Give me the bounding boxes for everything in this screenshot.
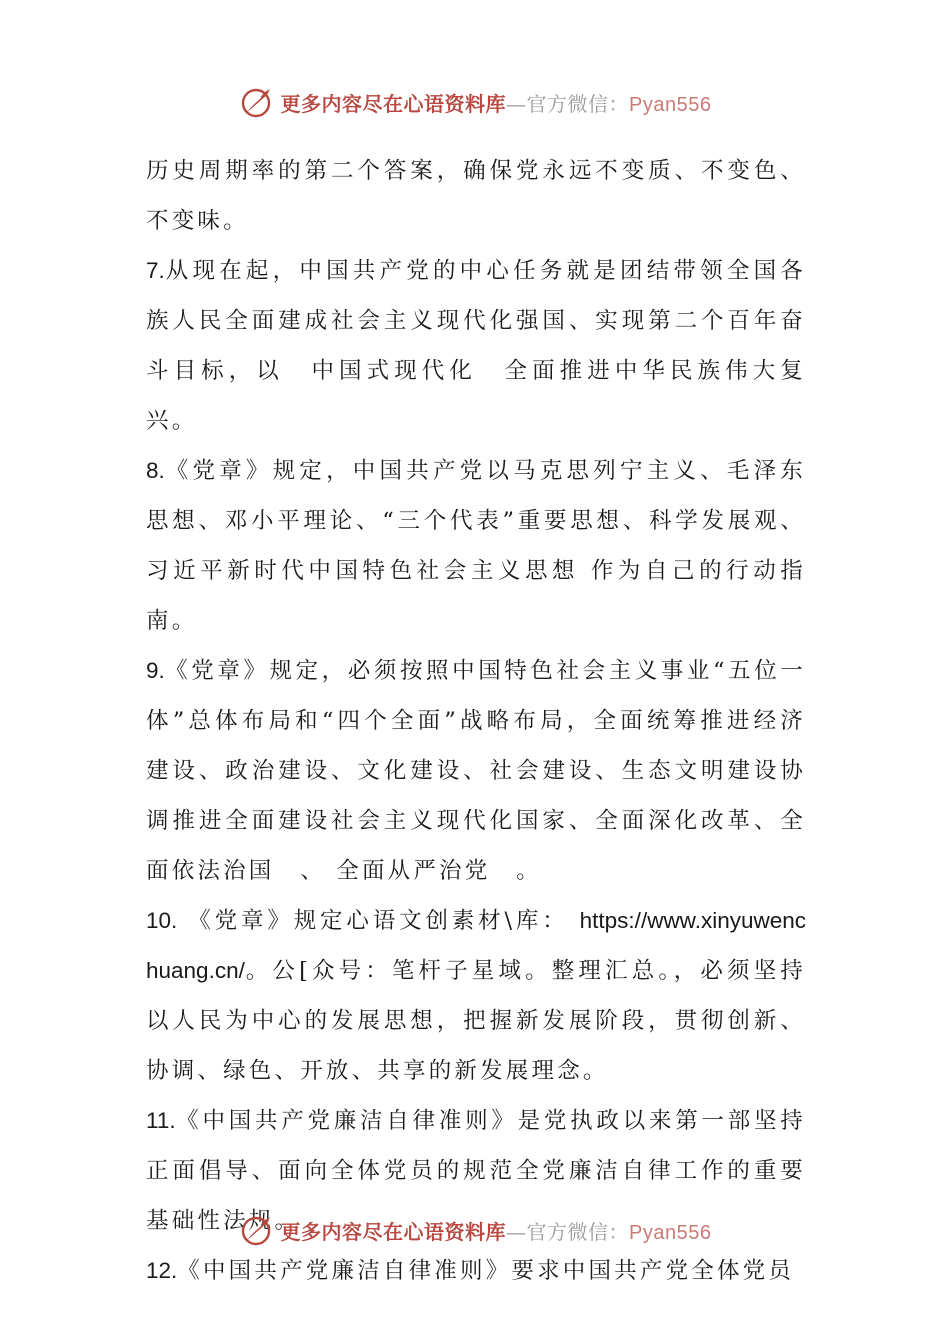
header-banner — [0, 80, 950, 124]
paragraph-number: 12. — [146, 1258, 178, 1283]
paragraph-number: 8. — [146, 458, 165, 483]
paragraph-9: 9.《党章》规定，必须按照中国特色社会主义事业“五位一体”总体布局和“四个全面”战略布局，全面统筹推进经济建设、政治建设、文化建设、社会建设、生态文明建设协调推进全面建设社会主义现代化国家、全面深化改革、全面依法治国 、 全面从严治党 。 — [146, 658, 806, 884]
banner-separator: — — [506, 1219, 527, 1244]
banner-slogan: 更多内容尽在心语资料库 — [280, 91, 507, 116]
paragraph-10: 10. 《党章》规定心语文创素材\库： https://www.xinyuwenchuang.cn/。公[众号：笔杆子星域。整理汇总。，必须坚持以人民为中心的发展思想，把握新发展阶段，贯彻创新、协调、绿色、开放、共享的新发展理念。 — [146, 908, 806, 1084]
paragraph-8: 8.《党章》规定，中国共产党以马克思列宁主义、毛泽东思想、邓小平理论、“三个代表”重要思想、科学发展观、习近平新时代中国特色社会主义思想 作为自己的行动指南。 — [146, 458, 806, 634]
paragraph-number: 10. — [146, 908, 178, 933]
paragraph-11: 11.《中国共产党廉洁自律准则》是党执政以来第一部坚持正面倡导、面向全体党员的规范全党廉洁自律工作的重要基础性法规。 — [146, 1108, 806, 1234]
document-body — [146, 146, 806, 1296]
banner-slogan: 更多内容尽在心语资料库 — [280, 1219, 507, 1244]
paragraph-number: 9. — [146, 658, 165, 683]
website-link[interactable]: https://www.xinyuwenchuang.cn/ — [146, 908, 806, 983]
banner-wechat-label: 官方微信： — [526, 91, 630, 116]
quill-logo-icon — [239, 84, 275, 120]
paragraph-12: 12.《中国共产党廉洁自律准则》要求中国共产党全体党员 — [146, 1258, 795, 1284]
paragraph-number: 11. — [146, 1108, 176, 1133]
banner-wechat-id: Pyan556 — [629, 93, 712, 116]
paragraph-continuation: 历史周期率的第二个答案，确保党永远不变质、不变色、不变味。 — [146, 158, 806, 234]
banner-wechat-id: Pyan556 — [629, 1221, 712, 1244]
footer-banner — [0, 1208, 950, 1252]
quill-logo-icon — [239, 1212, 275, 1248]
banner-wechat-label: 官方微信： — [526, 1219, 630, 1244]
banner-separator: — — [506, 91, 527, 116]
paragraph-number: 7. — [146, 258, 165, 283]
paragraph-7: 7.从现在起，中国共产党的中心任务就是团结带领全国各族人民全面建成社会主义现代化强国、实现第二个百年奋斗目标，以 中国式现代化 全面推进中华民族伟大复兴。 — [146, 258, 806, 434]
